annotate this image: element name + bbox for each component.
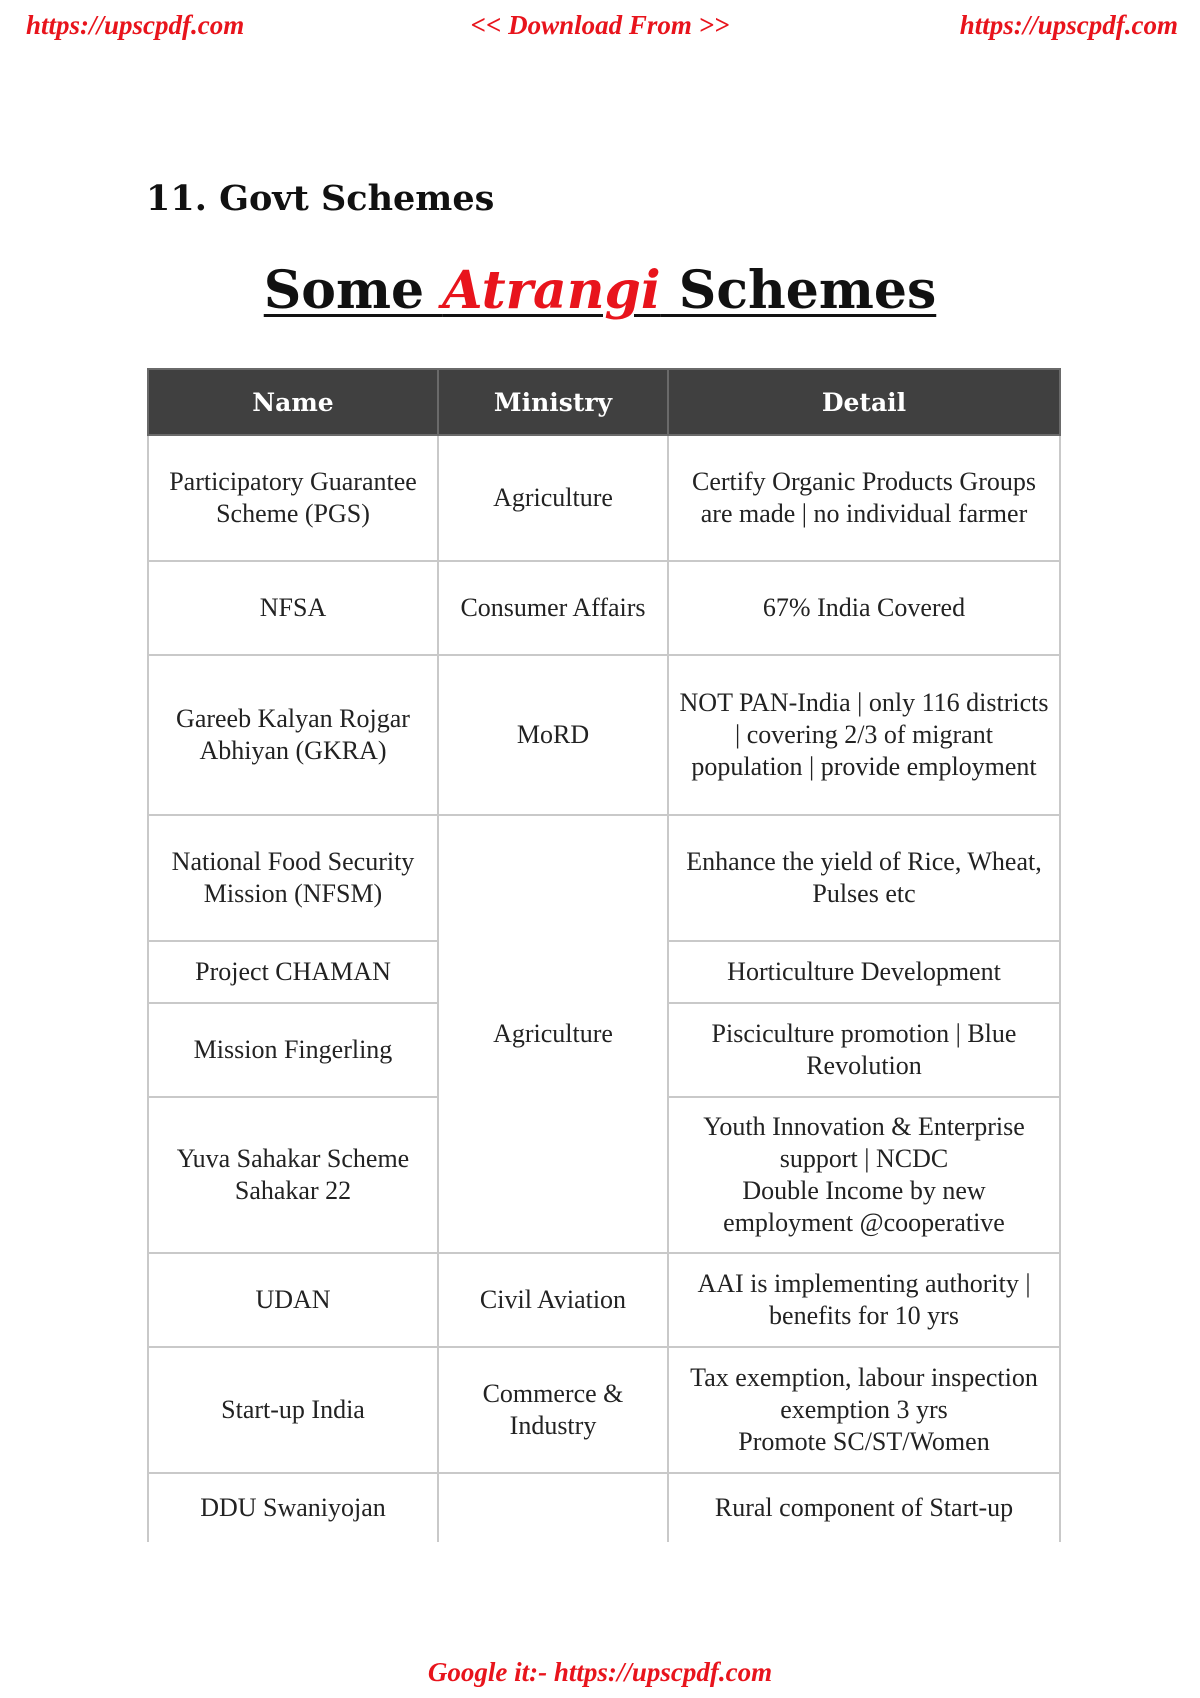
detail-cell: Pisciculture promotion | Blue Revolution: [668, 1003, 1060, 1097]
page-title: [0, 260, 1200, 321]
table-row: [148, 1347, 1060, 1473]
scheme-name-cell: UDAN: [148, 1253, 438, 1347]
column-header-ministry: Ministry: [438, 369, 668, 435]
scheme-name-cell: Start-up India: [148, 1347, 438, 1473]
scheme-name-cell: Mission Fingerling: [148, 1003, 438, 1097]
ministry-cell: [438, 1473, 668, 1542]
scheme-name-cell: Participatory Guarantee Scheme (PGS): [148, 435, 438, 561]
detail-cell: NOT PAN-India | only 116 districts | covering 2/3 of migrant population | provide employment: [668, 655, 1060, 815]
ministry-cell: Commerce & Industry: [438, 1347, 668, 1473]
column-header-detail: Detail: [668, 369, 1060, 435]
detail-cell: Tax exemption, labour inspection exemption 3 yrs Promote SC/ST/Women: [668, 1347, 1060, 1473]
scheme-name-cell: Project CHAMAN: [148, 941, 438, 1003]
detail-cell: Enhance the yield of Rice, Wheat, Pulses etc: [668, 815, 1060, 941]
ministry-cell: Consumer Affairs: [438, 561, 668, 655]
column-header-name: Name: [148, 369, 438, 435]
detail-cell: Rural component of Start-up: [668, 1473, 1060, 1542]
header-left-link[interactable]: https://upscpdf.com: [26, 10, 245, 40]
table-row: [148, 655, 1060, 815]
title-part-2: Schemes: [660, 260, 937, 321]
header-download-text: << Download From >>: [470, 10, 730, 40]
section-heading: 11. Govt Schemes: [146, 178, 495, 219]
scheme-name-cell: National Food Security Mission (NFSM): [148, 815, 438, 941]
table-row: [148, 561, 1060, 655]
footer-link[interactable]: Google it:- https://upscpdf.com: [427, 1657, 773, 1687]
scheme-name-cell: Gareeb Kalyan Rojgar Abhiyan (GKRA): [148, 655, 438, 815]
detail-cell: Certify Organic Products Groups are made | no individual farmer: [668, 435, 1060, 561]
title-accent-word: Atrangi: [442, 260, 661, 321]
schemes-table: [147, 368, 1061, 1542]
detail-cell: 67% India Covered: [668, 561, 1060, 655]
scheme-name-cell: DDU Swaniyojan: [148, 1473, 438, 1542]
detail-cell: AAI is implementing authority | benefits for 10 yrs: [668, 1253, 1060, 1347]
detail-cell: Youth Innovation & Enterprise support | NCDC Double Income by new employment @cooperative: [668, 1097, 1060, 1253]
title-part-1: Some: [263, 260, 443, 321]
ministry-cell: MoRD: [438, 655, 668, 815]
ministry-cell-merged: Agriculture: [438, 815, 668, 1253]
scheme-name-cell: NFSA: [148, 561, 438, 655]
table-row: [148, 435, 1060, 561]
table-row: [148, 1253, 1060, 1347]
table-row: [148, 815, 1060, 941]
table-row: [148, 1473, 1060, 1542]
header-right-link[interactable]: https://upscpdf.com: [959, 10, 1178, 40]
ministry-cell: Civil Aviation: [438, 1253, 668, 1347]
detail-cell: Horticulture Development: [668, 941, 1060, 1003]
scheme-name-cell: Yuva Sahakar Scheme Sahakar 22: [148, 1097, 438, 1253]
ministry-cell: Agriculture: [438, 435, 668, 561]
table-header-row: [148, 369, 1060, 435]
